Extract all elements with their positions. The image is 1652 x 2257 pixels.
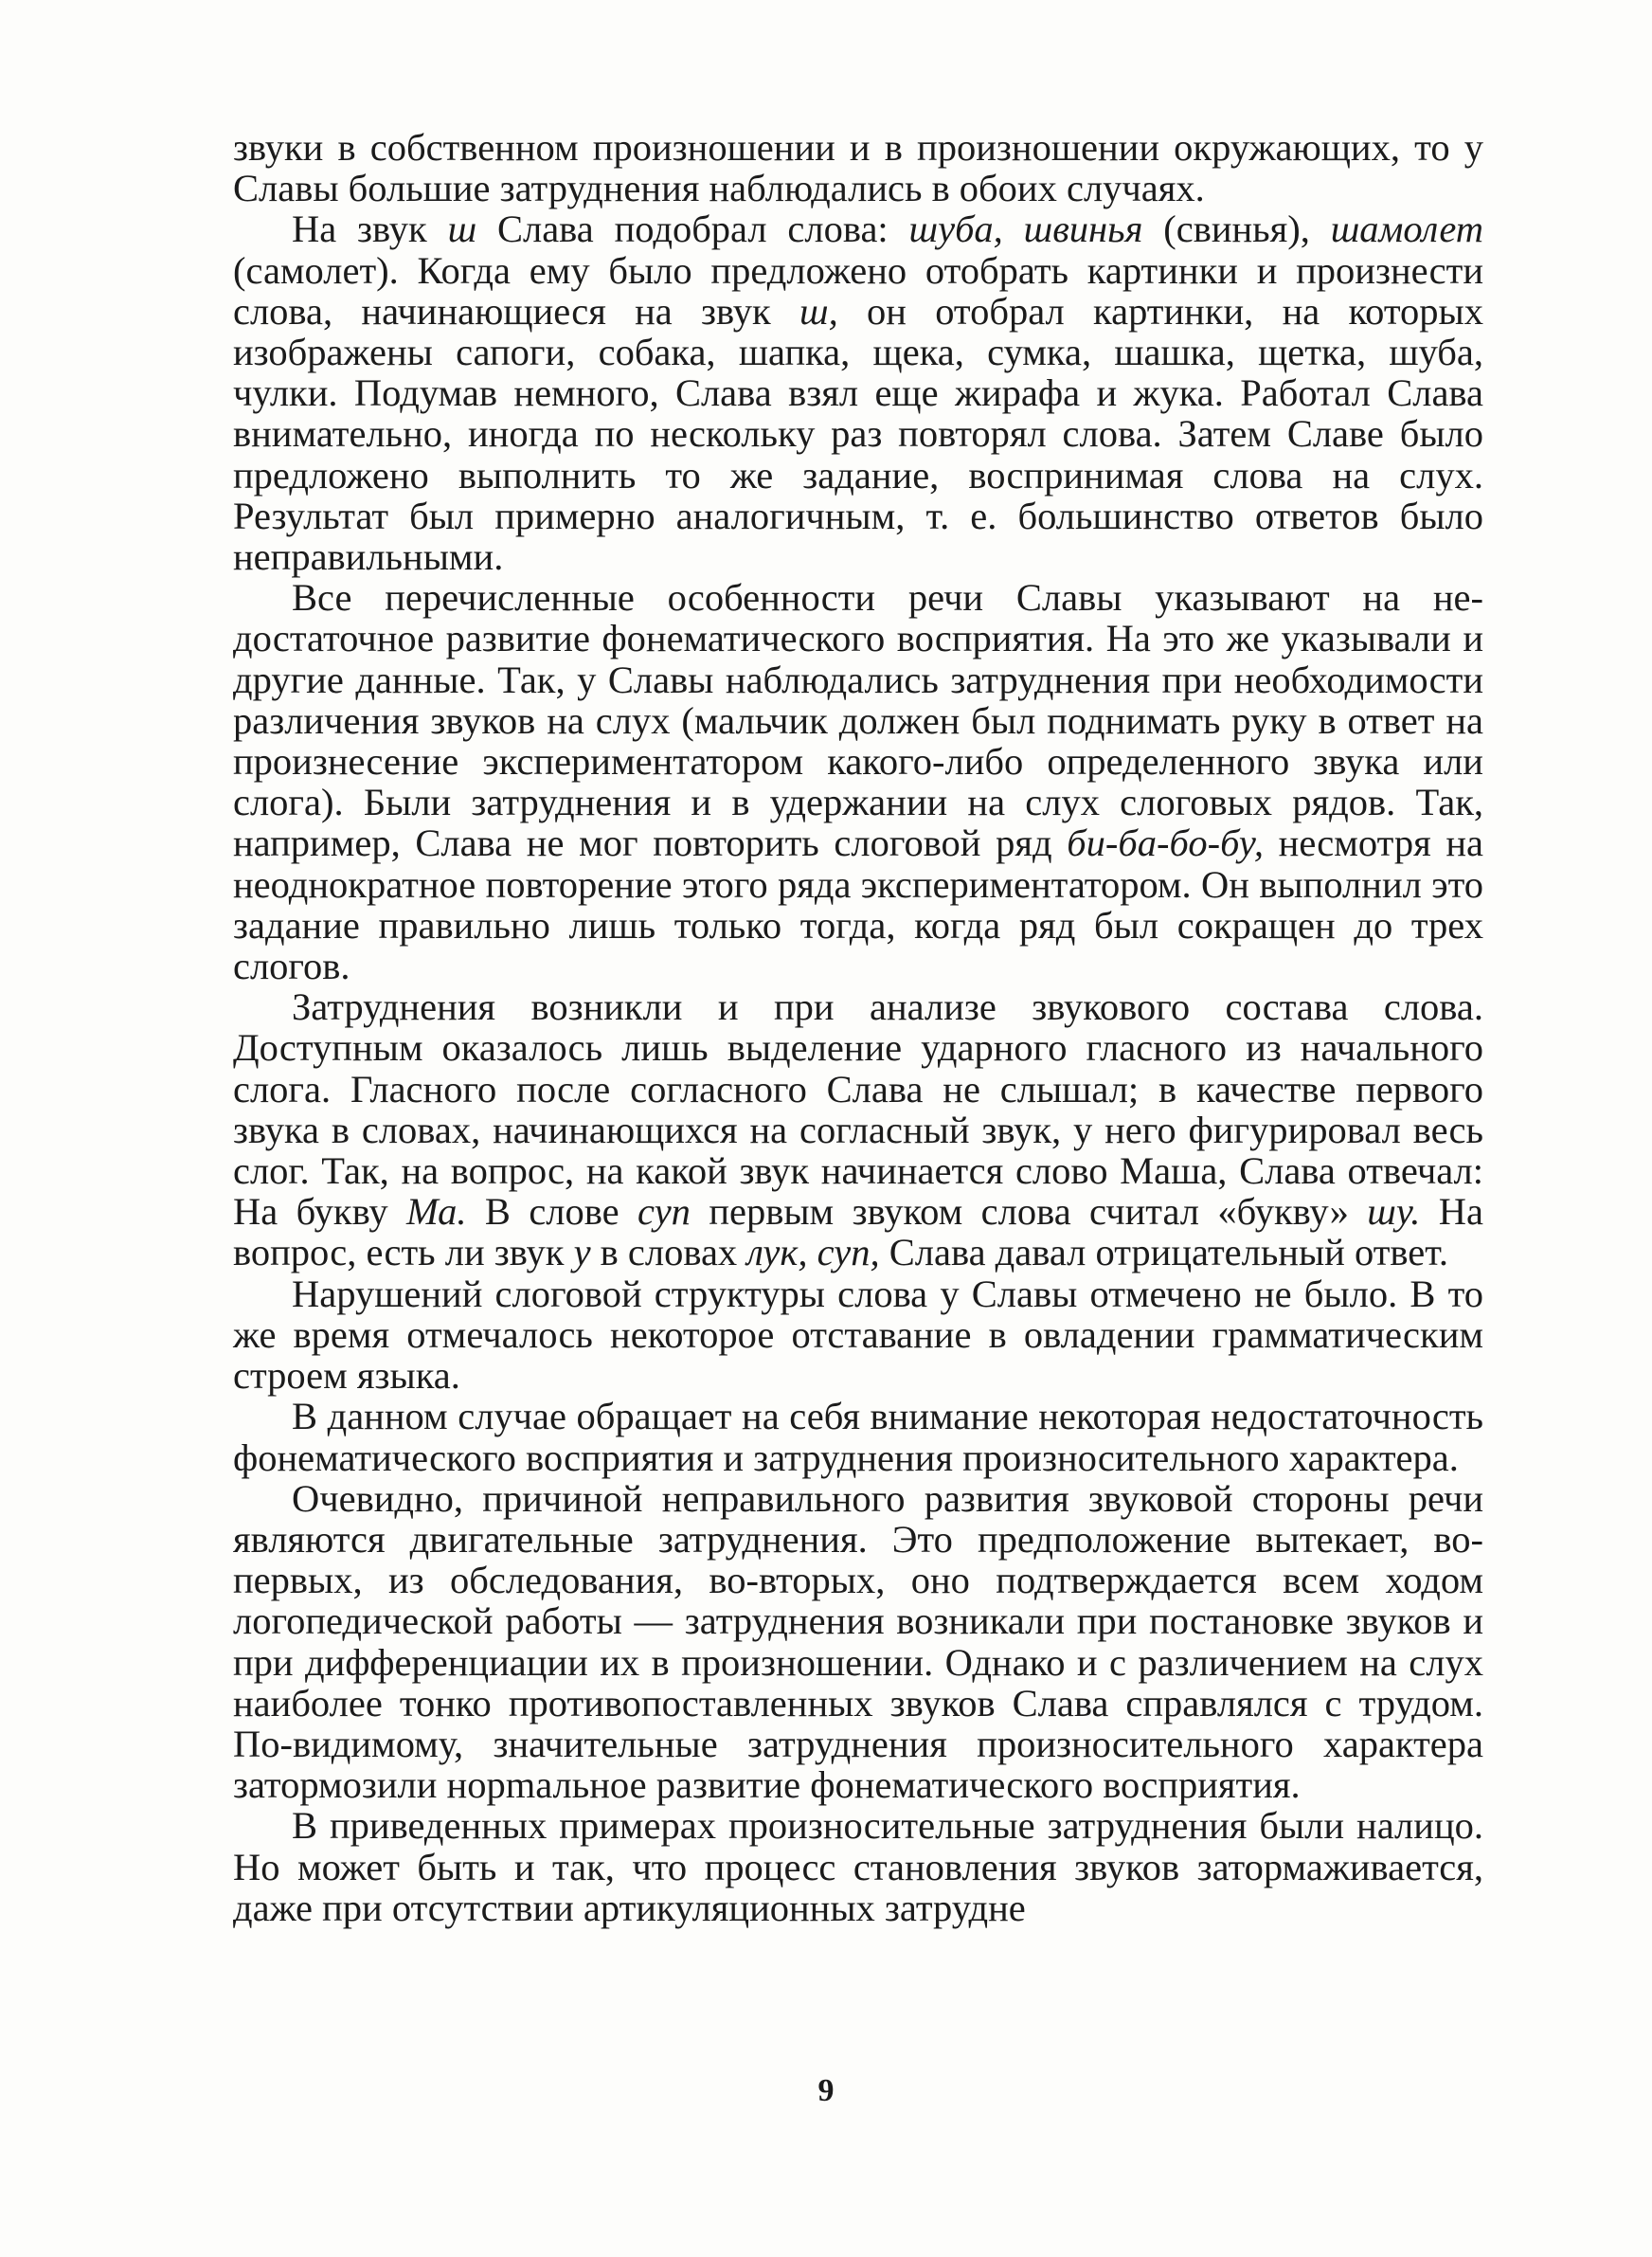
text-run: В приведенных примерах произносительные затруднения были налицо. Но может быть и так, что процесс становления звуков затормаживается, даже при отсутствии артикуляционных затрудне [233,1804,1483,1929]
paragraph-6 [233,1396,1483,1477]
italic-text: ш, [799,289,838,333]
text-run: он отобрал картинки, на которых изображены сапоги, собака, шапка, щека, сумка, шашка, щетка, шуба, чулки. Подумав немного, Слава взял еще жирафа и жука. Работал Слава внимательно, иногда по нескольку раз повторял слова. Затем Славе было предложено выполнить то же задание, воспринимая слова на слух. Результат был примерно аналогичным, т. е. большинство ответов было неправильными. [233,289,1483,579]
paragraph-7 [233,1478,1483,1806]
italic-text: у [573,1231,591,1274]
italic-text: шуба, швинья [908,208,1143,251]
text-run: в словах [590,1231,747,1274]
paragraph-4 [233,986,1483,1273]
paragraph-3 [233,577,1483,986]
text-run: Нарушений слоговой структуры слова у Славы отмечено не было. В то же время отмечалось некоторое отставание в овладении грамматическим строем языка. [233,1272,1483,1398]
text-run: Слава подобрал слова: [476,208,909,251]
page-number: 9 [817,2073,835,2108]
text-run: звуки в собственном произношении и в произношении окружающих, то у Славы большие затруднения наблюдались в обоих случаях. [233,126,1483,210]
paragraph-8 [233,1805,1483,1928]
text-run: В слове [466,1190,637,1234]
text-run: Все перечисленные особенности речи Славы указывают на недостаточное развитие фонематического восприятия. На это же указывали и другие данные. Так, у Славы наблюдались затруднения при необходимости различения звуков на слух (мальчик должен был поднимать руку в ответ на произнесение экспериментатором какого-либо определенного звука или слога). Были затруднения и в удержании на слух слоговых рядов. Так, например, Слава не мог повторить слоговой ряд [233,576,1483,865]
paragraph-2 [233,208,1483,577]
italic-text: Ма. [405,1190,467,1234]
italic-text: шу. [1367,1190,1421,1234]
italic-text: би-ба-бо-бу, [1067,822,1264,865]
italic-text: шамолет [1330,208,1484,251]
text-run: На звук [292,208,448,251]
italic-text: ш [447,208,477,251]
text-run: (самолет). Когда ему было предложено отобрать картинки и произнести слова, начинающиеся на звук [233,248,1483,333]
text-run: В данном случае обращает на себя внимание некоторая недостаточность фонематического восприятия и затруднения произносительного характера. [233,1395,1483,1479]
text-run: На вопрос, есть ли звук [233,1190,1483,1274]
body-text [233,127,1483,1928]
text-run: первым звуком слова считал «букву» [690,1190,1368,1234]
text-run: Затруднения возникли и при анализе звукового состава слова. Доступным оказалось лишь выделение ударного гласного из начального слога. Гласного после согласного Слава не слышал; в качестве первого звука в словах, начинающихся на согласный звук, у него фигурировал весь слог. Так, на вопрос, на какой звук начинается слово Маша, Слава отвечал: На букву [233,985,1483,1234]
paragraph-1 [233,127,1483,208]
italic-text: лук, суп, [746,1231,880,1274]
italic-text: суп [637,1190,691,1234]
text-run: Очевидно, причиной неправильного развития звуковой стороны речи являются двигательные затруднения. Это предположение вытекает, во-первых, из обследования, во-вторых, оно подтверждается всем ходом логопедической работы — затруднения возникали при постановке звуков и при дифференциации их в произношении. Однако и с различением на слух наиболее тонко противопоставленных звуков Слава справлялся с трудом. По-видимому, значительные затруднения произносительного характера затормозили норmальное развитие фонематического восприятия. [233,1476,1483,1807]
text-run: (свинья), [1142,208,1331,251]
paragraph-5 [233,1273,1483,1397]
text-run: Слава давал отрицательный ответ. [879,1231,1449,1274]
text-run: несмотря на неоднократное повторение этого ряда экспериментатором. Он выполнил это задание правильно лишь только тогда, когда ряд был сокращен до трех слогов. [233,822,1483,988]
